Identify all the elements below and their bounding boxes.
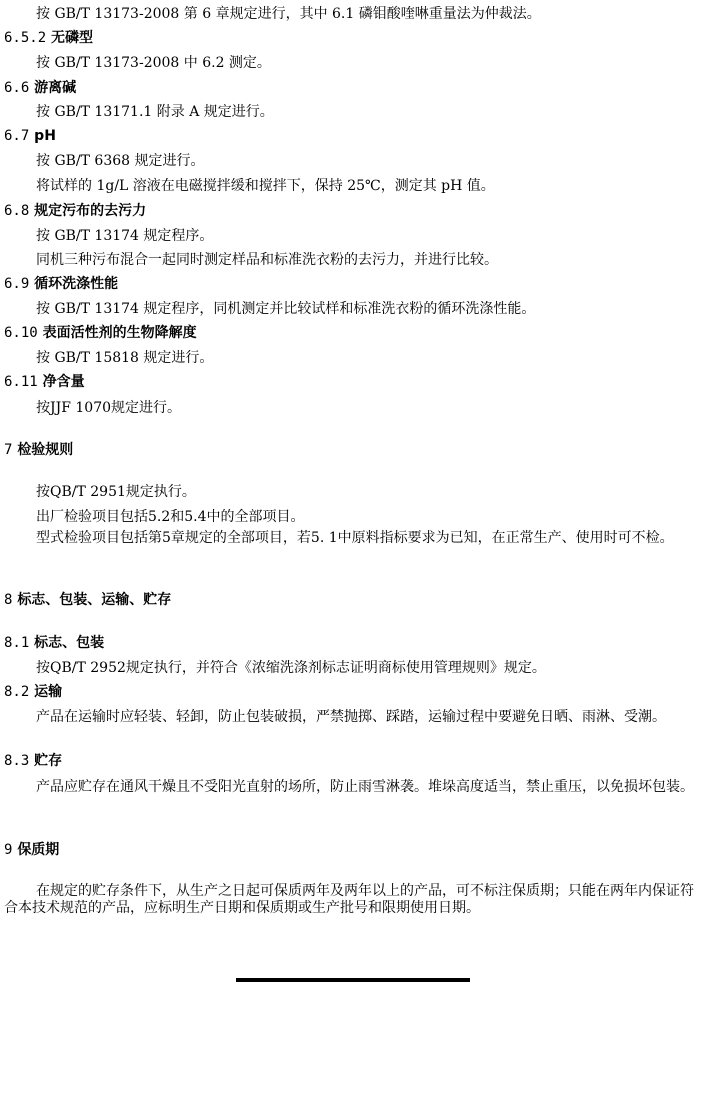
section-number: 8.2 bbox=[4, 684, 30, 700]
section-number: 8.1 bbox=[4, 635, 30, 651]
chapter-heading bbox=[4, 592, 700, 609]
chapter-number: 7 bbox=[4, 442, 13, 458]
body-text: 按 GB/T 13174 规定程序，同机测定并比较试样和标准洗衣粉的循环洗涤性能。 bbox=[36, 301, 536, 317]
section-heading bbox=[4, 80, 700, 97]
section-number: 6.5.2 bbox=[4, 30, 47, 46]
chapter-heading bbox=[4, 442, 700, 459]
body-text: 按QB/T 2951规定执行。 bbox=[36, 484, 196, 500]
section-heading bbox=[4, 684, 700, 701]
section-title: 游离碱 bbox=[34, 80, 77, 96]
section-title: 贮存 bbox=[34, 753, 63, 769]
section-title: 运输 bbox=[34, 684, 63, 700]
body-text: 按 GB/T 13171.1 附录 A 规定进行。 bbox=[36, 104, 274, 120]
section-heading bbox=[4, 30, 700, 47]
body-text: 将试样的 1g/L 溶液在电磁搅拌缓和搅拌下，保持 25℃，测定其 pH 值。 bbox=[36, 178, 495, 194]
section-heading bbox=[4, 635, 700, 652]
section-title: 规定污布的去污力 bbox=[34, 203, 147, 219]
section-number: 6.7 bbox=[4, 128, 30, 144]
body-text: 按QB/T 2952规定执行，并符合《浓缩洗涤剂标志证明商标使用管理规则》规定。 bbox=[36, 660, 546, 676]
section-heading bbox=[4, 203, 700, 220]
section-title: 表面活性剂的生物降解度 bbox=[42, 325, 197, 341]
chapter-number: 9 bbox=[4, 842, 13, 858]
section-title: 循环洗涤性能 bbox=[34, 276, 119, 292]
section-number: 6.6 bbox=[4, 80, 30, 96]
body-text: 同机三种污布混合一起同时测定样品和标准洗衣粉的去污力，并进行比较。 bbox=[36, 252, 498, 268]
end-rule bbox=[236, 978, 470, 982]
body-text: 按 GB/T 15818 规定进行。 bbox=[36, 350, 214, 366]
section-number: 6.8 bbox=[4, 203, 30, 219]
body-text: 按 GB/T 6368 规定进行。 bbox=[36, 153, 205, 169]
body-paragraph: 在规定的贮存条件下，从生产之日起可保质两年及两年以上的产品，可不标注保质期；只能在两年内保证符合本技术规范的产品，应标明生产日期和保质期或生产批号和限期使用日期。 bbox=[4, 883, 694, 916]
section-number: 6.9 bbox=[4, 276, 30, 292]
section-heading bbox=[4, 276, 700, 293]
body-text: 按 GB/T 13174 规定程序。 bbox=[36, 228, 214, 244]
chapter-title: 保质期 bbox=[17, 842, 60, 858]
body-paragraph: 产品在运输时应轻装、轻卸，防止包装破损，严禁抛掷、踩踏，运输过程中要避免日晒、雨淋、受潮。 bbox=[36, 709, 666, 725]
section-title: 标志、包装 bbox=[34, 635, 105, 651]
body-text: 按JJF 1070规定进行。 bbox=[36, 400, 182, 416]
body-text: 按 GB/T 13173-2008 第 6 章规定进行，其中 6.1 磷钼酸喹啉重量法为仲裁法。 bbox=[36, 6, 541, 22]
chapter-title: 标志、包装、运输、贮存 bbox=[17, 592, 172, 608]
section-number: 6.11 bbox=[4, 374, 38, 390]
section-title: 净含量 bbox=[42, 374, 85, 390]
section-heading bbox=[4, 374, 700, 391]
chapter-title: 检验规则 bbox=[17, 442, 74, 458]
body-text: 按 GB/T 13173-2008 中 6.2 测定。 bbox=[36, 55, 271, 71]
section-heading bbox=[4, 128, 700, 145]
section-number: 8.3 bbox=[4, 753, 30, 769]
body-paragraph: 型式检验项目包括第5章规定的全部项目，若5. 1中原料指标要求为已知，在正常生产、使用时可不检。 bbox=[36, 530, 674, 546]
chapter-heading bbox=[4, 842, 700, 859]
section-heading bbox=[4, 325, 700, 342]
chapter-number: 8 bbox=[4, 592, 13, 608]
section-title: 无磷型 bbox=[51, 30, 94, 46]
body-paragraph: 产品应贮存在通风干燥且不受阳光直射的场所，防止雨雪淋袭。堆垛高度适当，禁止重压，以免损坏包装。 bbox=[36, 779, 694, 795]
section-number: 6.10 bbox=[4, 325, 38, 341]
section-heading bbox=[4, 753, 700, 770]
section-title: pH bbox=[34, 128, 56, 144]
body-text: 出厂检验项目包括5.2和5.4中的全部项目。 bbox=[36, 509, 305, 525]
